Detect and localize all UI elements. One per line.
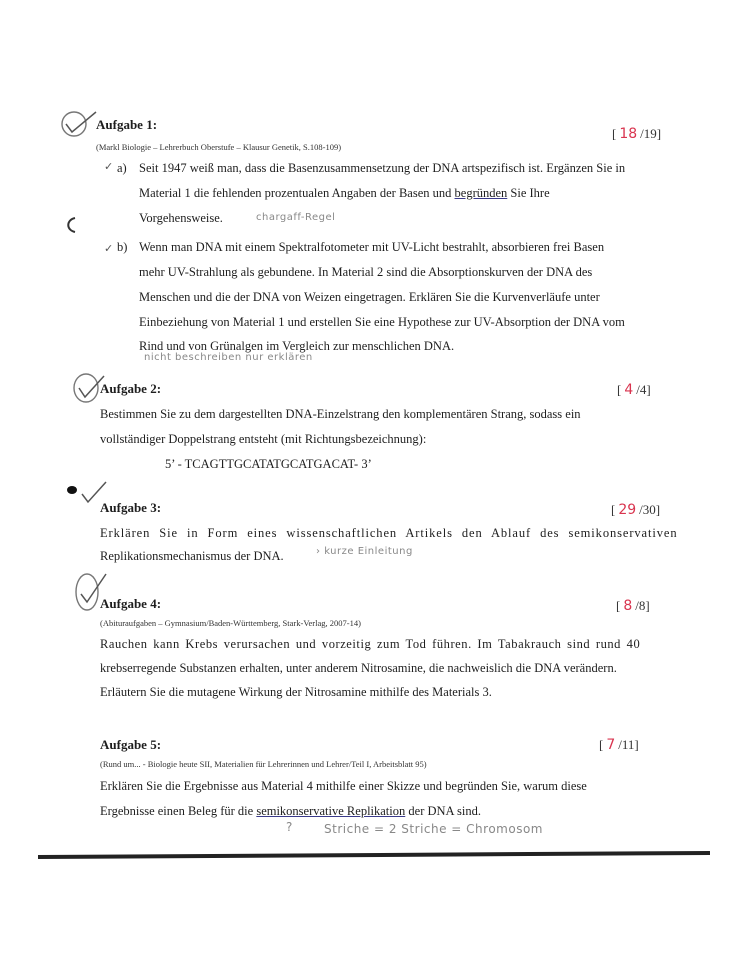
task1a-line1: Seit 1947 weiß man, dass die Basenzusammensetzung der DNA artspezifisch ist. Ergänzen Sie in	[139, 161, 626, 175]
task1b-label: b)	[117, 240, 128, 254]
task1b-line: Menschen und die der DNA von Weizen eingetragen. Erklären Sie die Kurvenverläufe unter	[139, 290, 600, 304]
task1b-line: Rind und von Grünalgen im Vergleich zur menschlichen DNA.	[139, 339, 455, 353]
task4-line: Erläutern Sie die mutagene Wirkung der Nitrosamine mithilfe des Materials 3.	[100, 685, 492, 699]
task1a-label: a)	[117, 161, 127, 175]
dna-sequence: 5’ - TCAGTTGCATATGCATGACAT- 3’	[165, 457, 372, 471]
task2-score: [ 4 /4]	[617, 382, 651, 398]
task1a-note: chargaff-Regel	[256, 212, 336, 223]
underlined-phrase: semikonservative Replikation	[256, 804, 406, 818]
margin-bracket-icon	[64, 216, 78, 234]
task2-line: vollständiger Doppelstrang entsteht (mit Richtungsbezeichnung):	[100, 432, 427, 446]
task1b-line: Einbeziehung von Material 1 und erstellen Sie eine Hypothese zur UV-Absorption der DNA vom	[139, 315, 625, 329]
task1b-line: mehr UV-Strahlung als gebundene. In Material 2 sind die Absorptionskurven der DNA des	[139, 265, 593, 279]
task5-score: [ 7 /11]	[599, 737, 639, 753]
task4-line: Rauchen kann Krebs verursachen und vorzeitig zum Tod führen. Im Tabakrauch sind rund 40	[100, 637, 641, 651]
underlined-word: begründen	[454, 186, 508, 200]
task4-score: [ 8 /8]	[616, 598, 650, 614]
task3-score-got: 29	[618, 502, 637, 518]
task1b-line: Wenn man DNA mit einem Spektralfotometer mit UV-Licht bestrahlt, absorbieren frei Basen	[139, 240, 605, 254]
question-mark: ?	[286, 820, 293, 834]
task3-note: › kurze Einleitung	[316, 546, 413, 557]
task5-note: Striche = 2 Striche = Chromosom	[324, 822, 543, 836]
task2-line: Bestimmen Sie zu dem dargestellten DNA-Einzelstrang den komplementären Strang, sodass ein	[100, 407, 581, 421]
task4-source: (Abituraufgaben – Gymnasium/Baden-Württemberg, Stark-Verlag, 2007-14)	[100, 618, 361, 628]
task5-title: Aufgabe 5:	[100, 737, 162, 752]
task5-line1: Erklären Sie die Ergebnisse aus Material 4 mithilfe einer Skizze und begründen Sie, warum diese	[100, 779, 587, 793]
task1-score-got: 18	[619, 126, 638, 142]
task1-title: Aufgabe 1:	[96, 117, 158, 132]
task1a-line2: Material 1 die fehlenden prozentualen Angaben der Basen und begründen Sie Ihre	[139, 186, 550, 200]
task5-score-got: 7	[606, 737, 616, 753]
task1-score: [ 18 /19]	[612, 126, 662, 142]
task3-line: Replikationsmechanismus der DNA.	[100, 549, 284, 563]
task4-title: Aufgabe 4:	[100, 596, 162, 611]
task4-score-got: 8	[623, 598, 633, 614]
task1b-note: nicht beschreiben nur erklären	[144, 352, 313, 363]
task3-score: [ 29 /30]	[611, 502, 661, 518]
check-circle-icon	[58, 110, 100, 140]
task1-source: (Markl Biologie – Lehrerbuch Oberstufe – Klausur Genetik, S.108-109)	[96, 142, 342, 152]
task4-line: krebserregende Substanzen erhalten, unter anderem Nitrosamine, die nachweislich die DNA verändern.	[100, 661, 617, 675]
task1a-line3: Vorgehensweise.	[139, 211, 223, 225]
task5-source: (Rund um... - Biologie heute SII, Materialien für Lehrerinnen und Lehrer/Teil I, Arbeitsblatt 95)	[100, 759, 427, 769]
task3-title: Aufgabe 3:	[100, 500, 162, 515]
page-bottom-rule	[38, 851, 710, 859]
checkmark-icon: ✓	[104, 160, 114, 173]
checkmark-icon: ✓	[104, 242, 114, 255]
task2-title: Aufgabe 2:	[100, 381, 162, 396]
task3-line: Erklären Sie in Form eines wissenschaftlichen Artikels den Ablauf des semikonservativen	[100, 526, 678, 540]
task5-line2: Ergebnisse einen Beleg für die semikonservative Replikation der DNA sind.	[100, 804, 481, 818]
task2-score-got: 4	[624, 382, 634, 398]
